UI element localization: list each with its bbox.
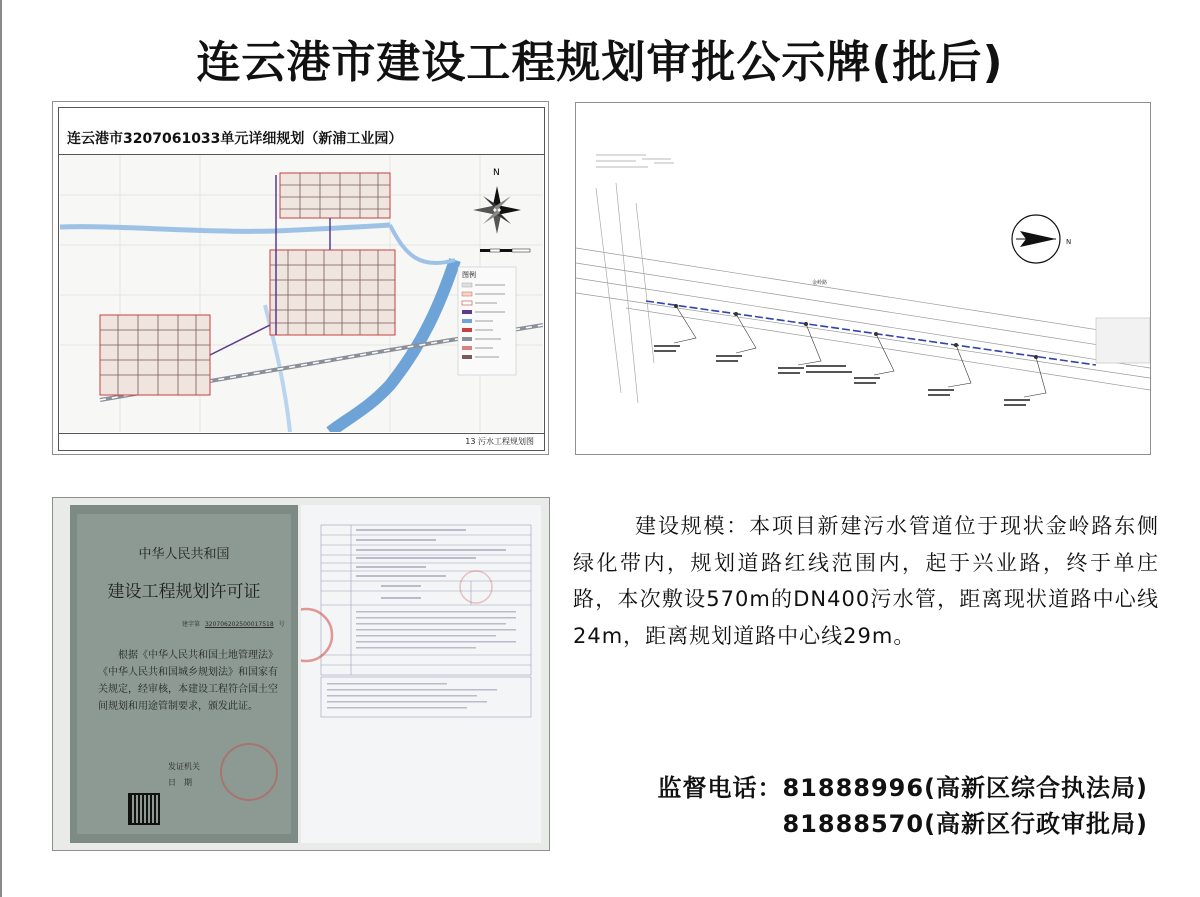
planning-map-panel [52,101,549,455]
permit-country: 中华人民共和国 [138,547,230,562]
pipeline-drawing-panel [575,102,1151,455]
map-frame [58,107,545,451]
map-title: 连云港市3207061033单元详细规划（新浦工业园） [67,131,403,147]
road-name-label: 金岭路 [812,280,828,286]
map-north-label: N [493,168,500,178]
permit-number-row [182,619,285,628]
sewage-planning-map [60,155,543,432]
map-footer-label: 13 污水工程规划图 [465,437,534,446]
permit-number-suffix: 号 [278,621,285,628]
permit-number: 320706202500017518 [204,621,274,628]
permit-date-label: 日 期 [168,778,192,787]
supervision-hotline-1: 监督电话：81888996(高新区综合执法局) [657,774,1148,802]
page-title: 连云港市建设工程规划审批公示牌(批后) [196,37,1004,88]
zone-middle [270,250,395,335]
planning-permit-photo [52,497,550,851]
construction-scale-description: 建设规模：本项目新建污水管道位于现状金岭路东侧绿化带内，规划道路红线范围内，起于兴业路，终于单庄路，本次敷设570m的DN400污水管，距离现状道路中心线24m，距离规划道路中心线29m。 [573,514,1159,648]
permit-form-table [301,505,541,843]
map-scale-bar [480,249,530,252]
pipeline-plan-drawing [576,103,1150,454]
zone-north [280,173,390,218]
permit-form-right [301,505,541,843]
permit-title: 建设工程规划许可证 [107,582,261,602]
permit-issuer-label: 发证机关 [168,762,200,771]
map-legend-title: 图例 [462,271,476,279]
right-block [1096,318,1150,363]
supervision-hotline-2: 81888570(高新区行政审批局) [782,810,1148,838]
drawing-north-label: N [1066,238,1072,246]
map-footer-divider [59,433,544,434]
permit-red-seal-left [220,743,278,801]
zone-west [100,315,210,395]
permit-cover-left [70,505,298,843]
permit-qr-code [128,793,160,825]
permit-basis-text: 根据《中华人民共和国土地管理法》《中华人民共和国城乡规划法》和国家有关规定，经审核，本建设工程符合国土空间规划和用途管制要求，颁发此证。 [98,650,278,712]
page-left-border [0,0,2,897]
map-legend [458,267,516,375]
permit-number-label: 建字第 [182,621,201,628]
